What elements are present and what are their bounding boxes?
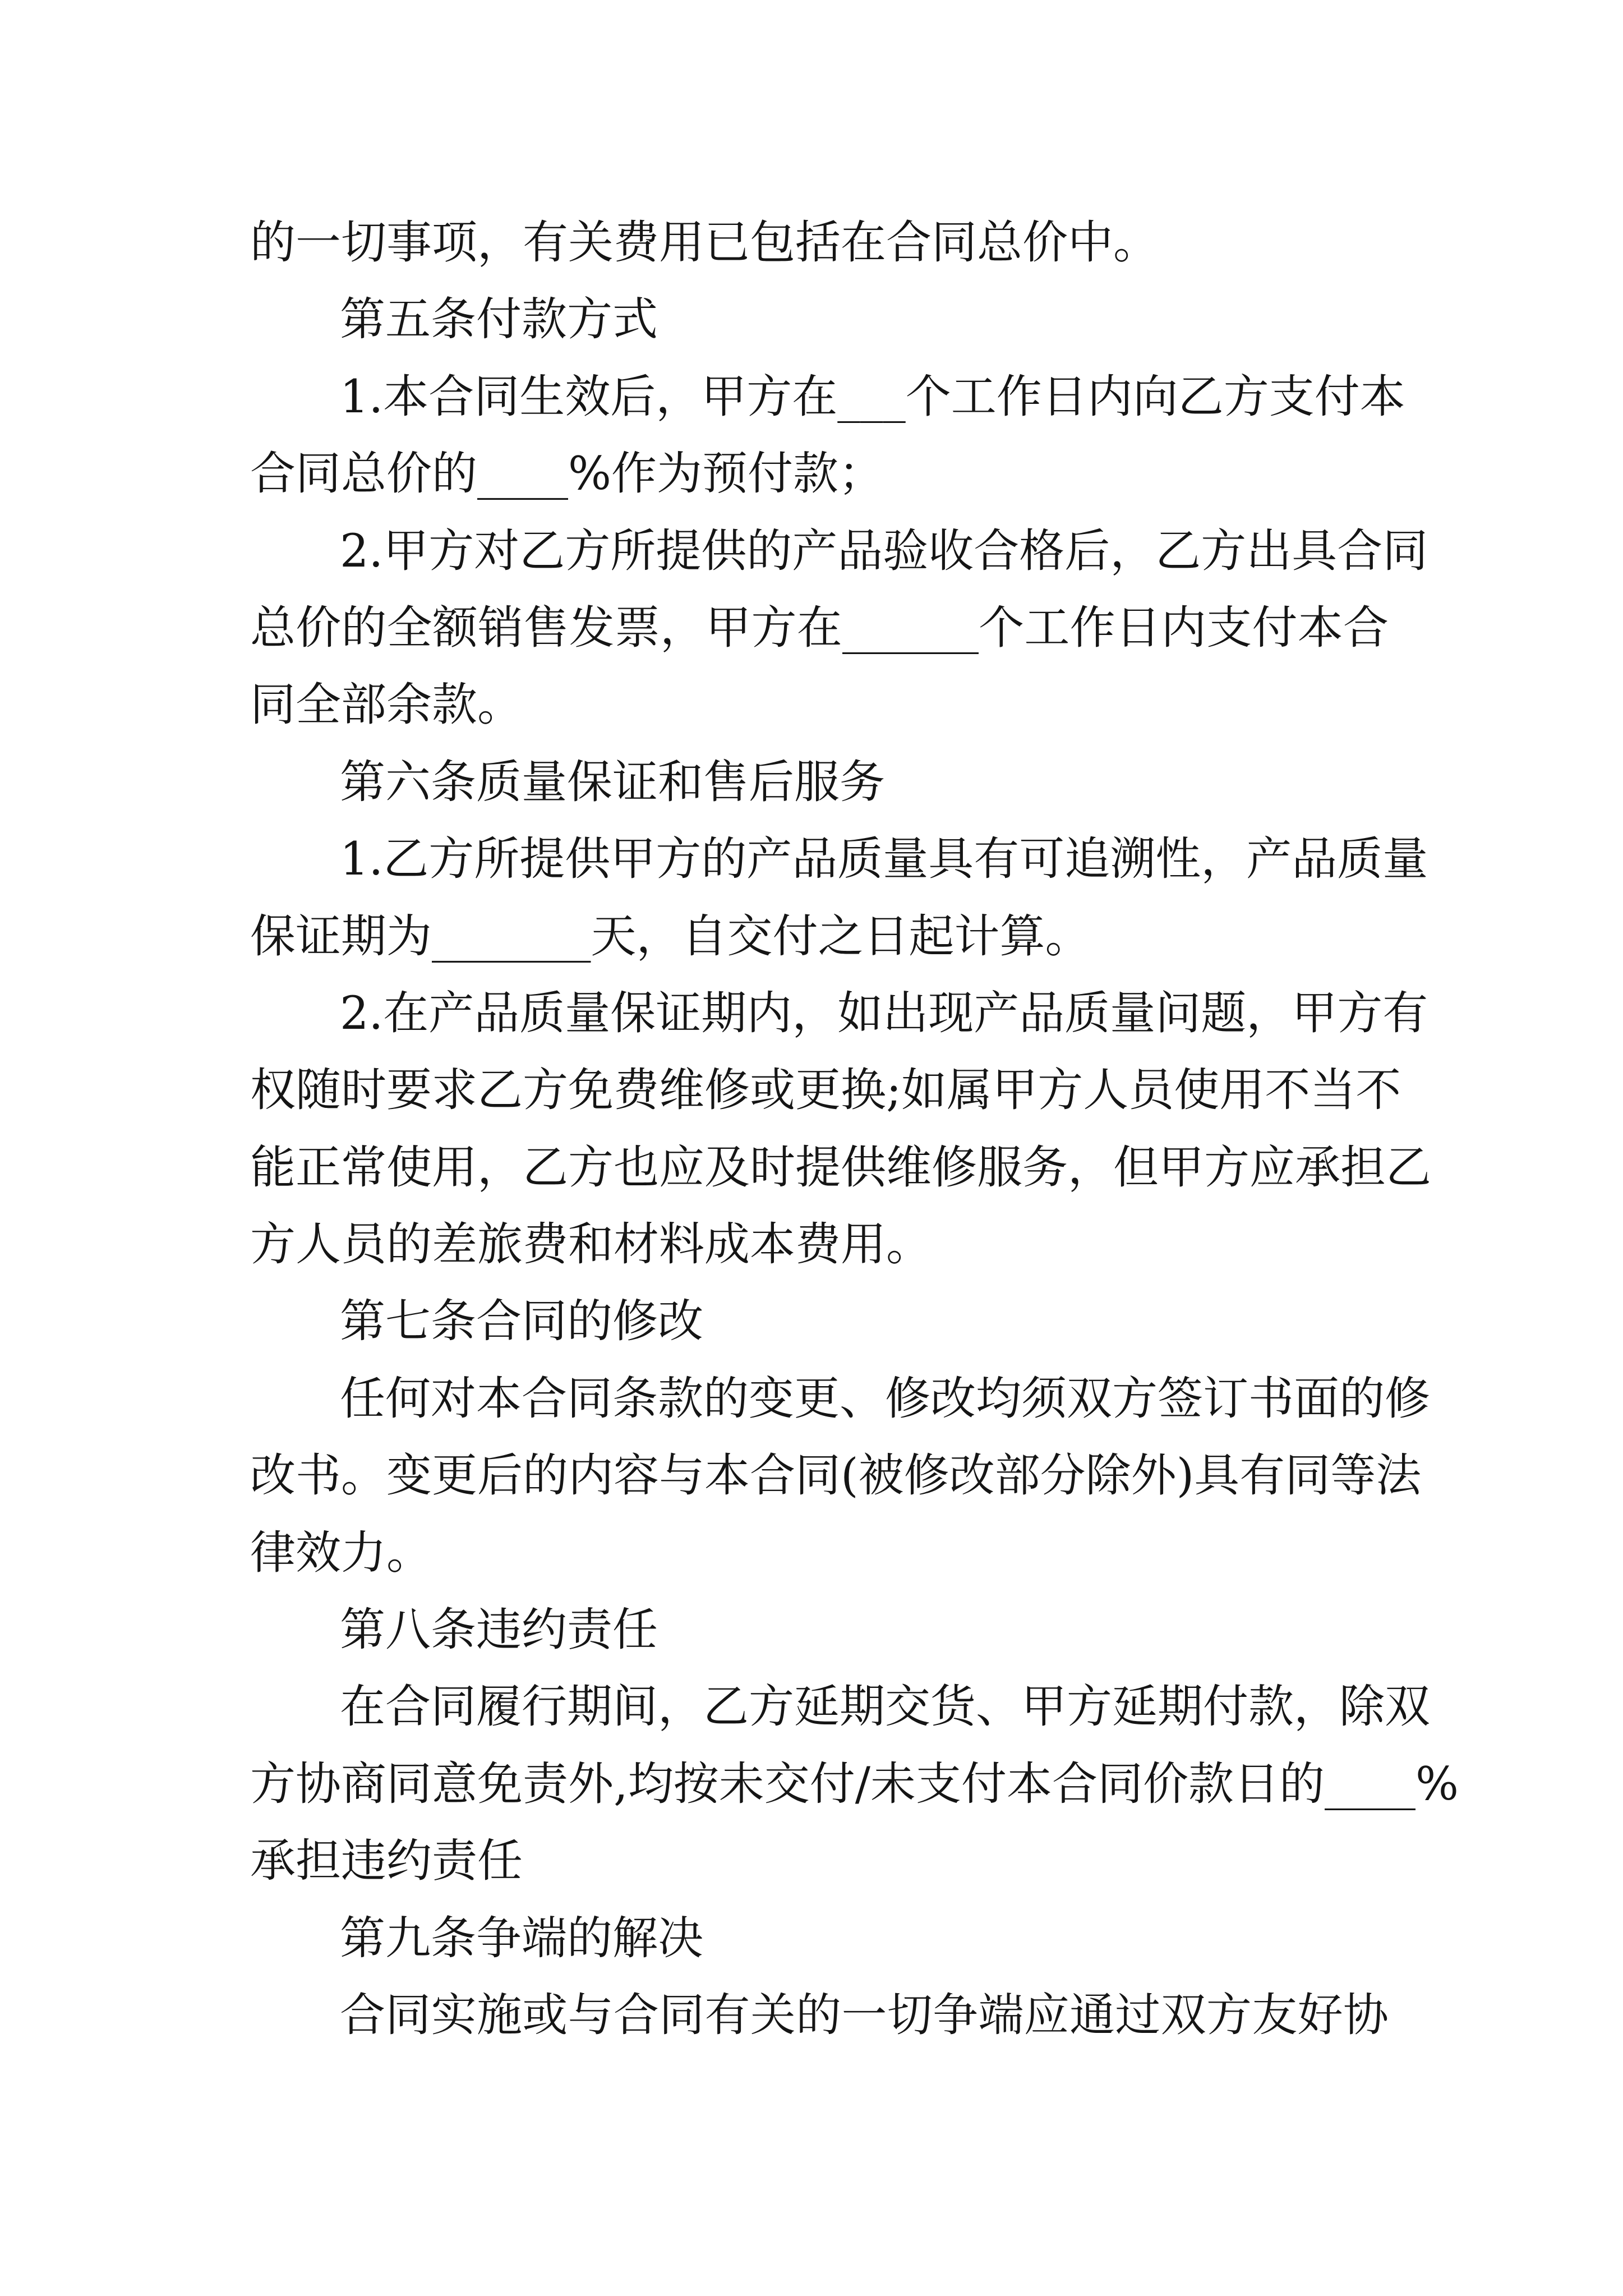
text-line: 在合同履行期间，乙方延期交货、甲方延期付款，除双 xyxy=(340,1681,1431,1734)
heading-text: 第五条付款方式 xyxy=(340,293,658,347)
text-line: 2.甲方对乙方所提供的产品验收合格后，乙方出具合同 xyxy=(340,524,1428,578)
text-line: 总价的全额销售发票，甲方在______个工作日内支付本合 xyxy=(250,601,1389,655)
section-heading xyxy=(250,744,1389,821)
section-heading xyxy=(250,1592,1389,1669)
paragraph xyxy=(250,1669,1459,1900)
text-line: 1.乙方所提供甲方的产品质量具有可追溯性，产品质量 xyxy=(340,833,1428,886)
text-line: 改书。变更后的内容与本合同(被修改部分除外)具有同等法 xyxy=(250,1450,1422,1503)
heading-text: 第六条质量保证和售后服务 xyxy=(340,756,886,809)
text-line: 权随时要求乙方免费维修或更换;如属甲方人员使用不当不 xyxy=(250,1064,1401,1117)
paragraph xyxy=(250,976,1432,1284)
text-line: 保证期为_______天，自交付之日起计算。 xyxy=(250,910,1091,963)
section-heading xyxy=(250,282,1389,358)
text-line: 方协商同意免责外,均按未交付/未支付本合同价款日的____% xyxy=(250,1757,1459,1811)
section-heading xyxy=(250,1901,1389,1977)
paragraph xyxy=(250,1977,1389,2054)
heading-text: 第八条违约责任 xyxy=(340,1604,658,1657)
section-heading xyxy=(250,1283,1389,1360)
text-line: 任何对本合同条款的变更、修改均须双方签订书面的修 xyxy=(340,1372,1431,1425)
text-line: 律效力。 xyxy=(250,1526,432,1580)
document-body xyxy=(250,205,1459,2054)
paragraph xyxy=(250,821,1428,976)
text-line: 承担违约责任 xyxy=(250,1835,523,1888)
text-line: 同全部余款。 xyxy=(250,679,523,732)
paragraph xyxy=(250,359,1405,513)
paragraph xyxy=(250,1361,1431,1592)
heading-text: 第七条合同的修改 xyxy=(340,1295,704,1349)
paragraph xyxy=(250,513,1428,744)
text-line: 合同总价的____%作为预付款； xyxy=(250,448,884,501)
paragraph-continued xyxy=(250,205,1389,282)
text-line: 2.在产品质量保证期内，如出现产品质量问题，甲方有 xyxy=(340,987,1428,1040)
text-line: 的一切事项，有关费用已包括在合同总价中。 xyxy=(250,217,1159,269)
text-line: 合同实施或与合同有关的一切争端应通过双方友好协 xyxy=(340,1989,1389,2042)
text-line: 方人员的差旅费和材料成本费用。 xyxy=(250,1218,932,1272)
text-line: 1.本合同生效后，甲方在___个工作日内向乙方支付本 xyxy=(340,370,1405,424)
heading-text: 第九条争端的解决 xyxy=(340,1912,704,1965)
text-line: 能正常使用，乙方也应及时提供维修服务，但甲方应承担乙 xyxy=(250,1141,1432,1194)
